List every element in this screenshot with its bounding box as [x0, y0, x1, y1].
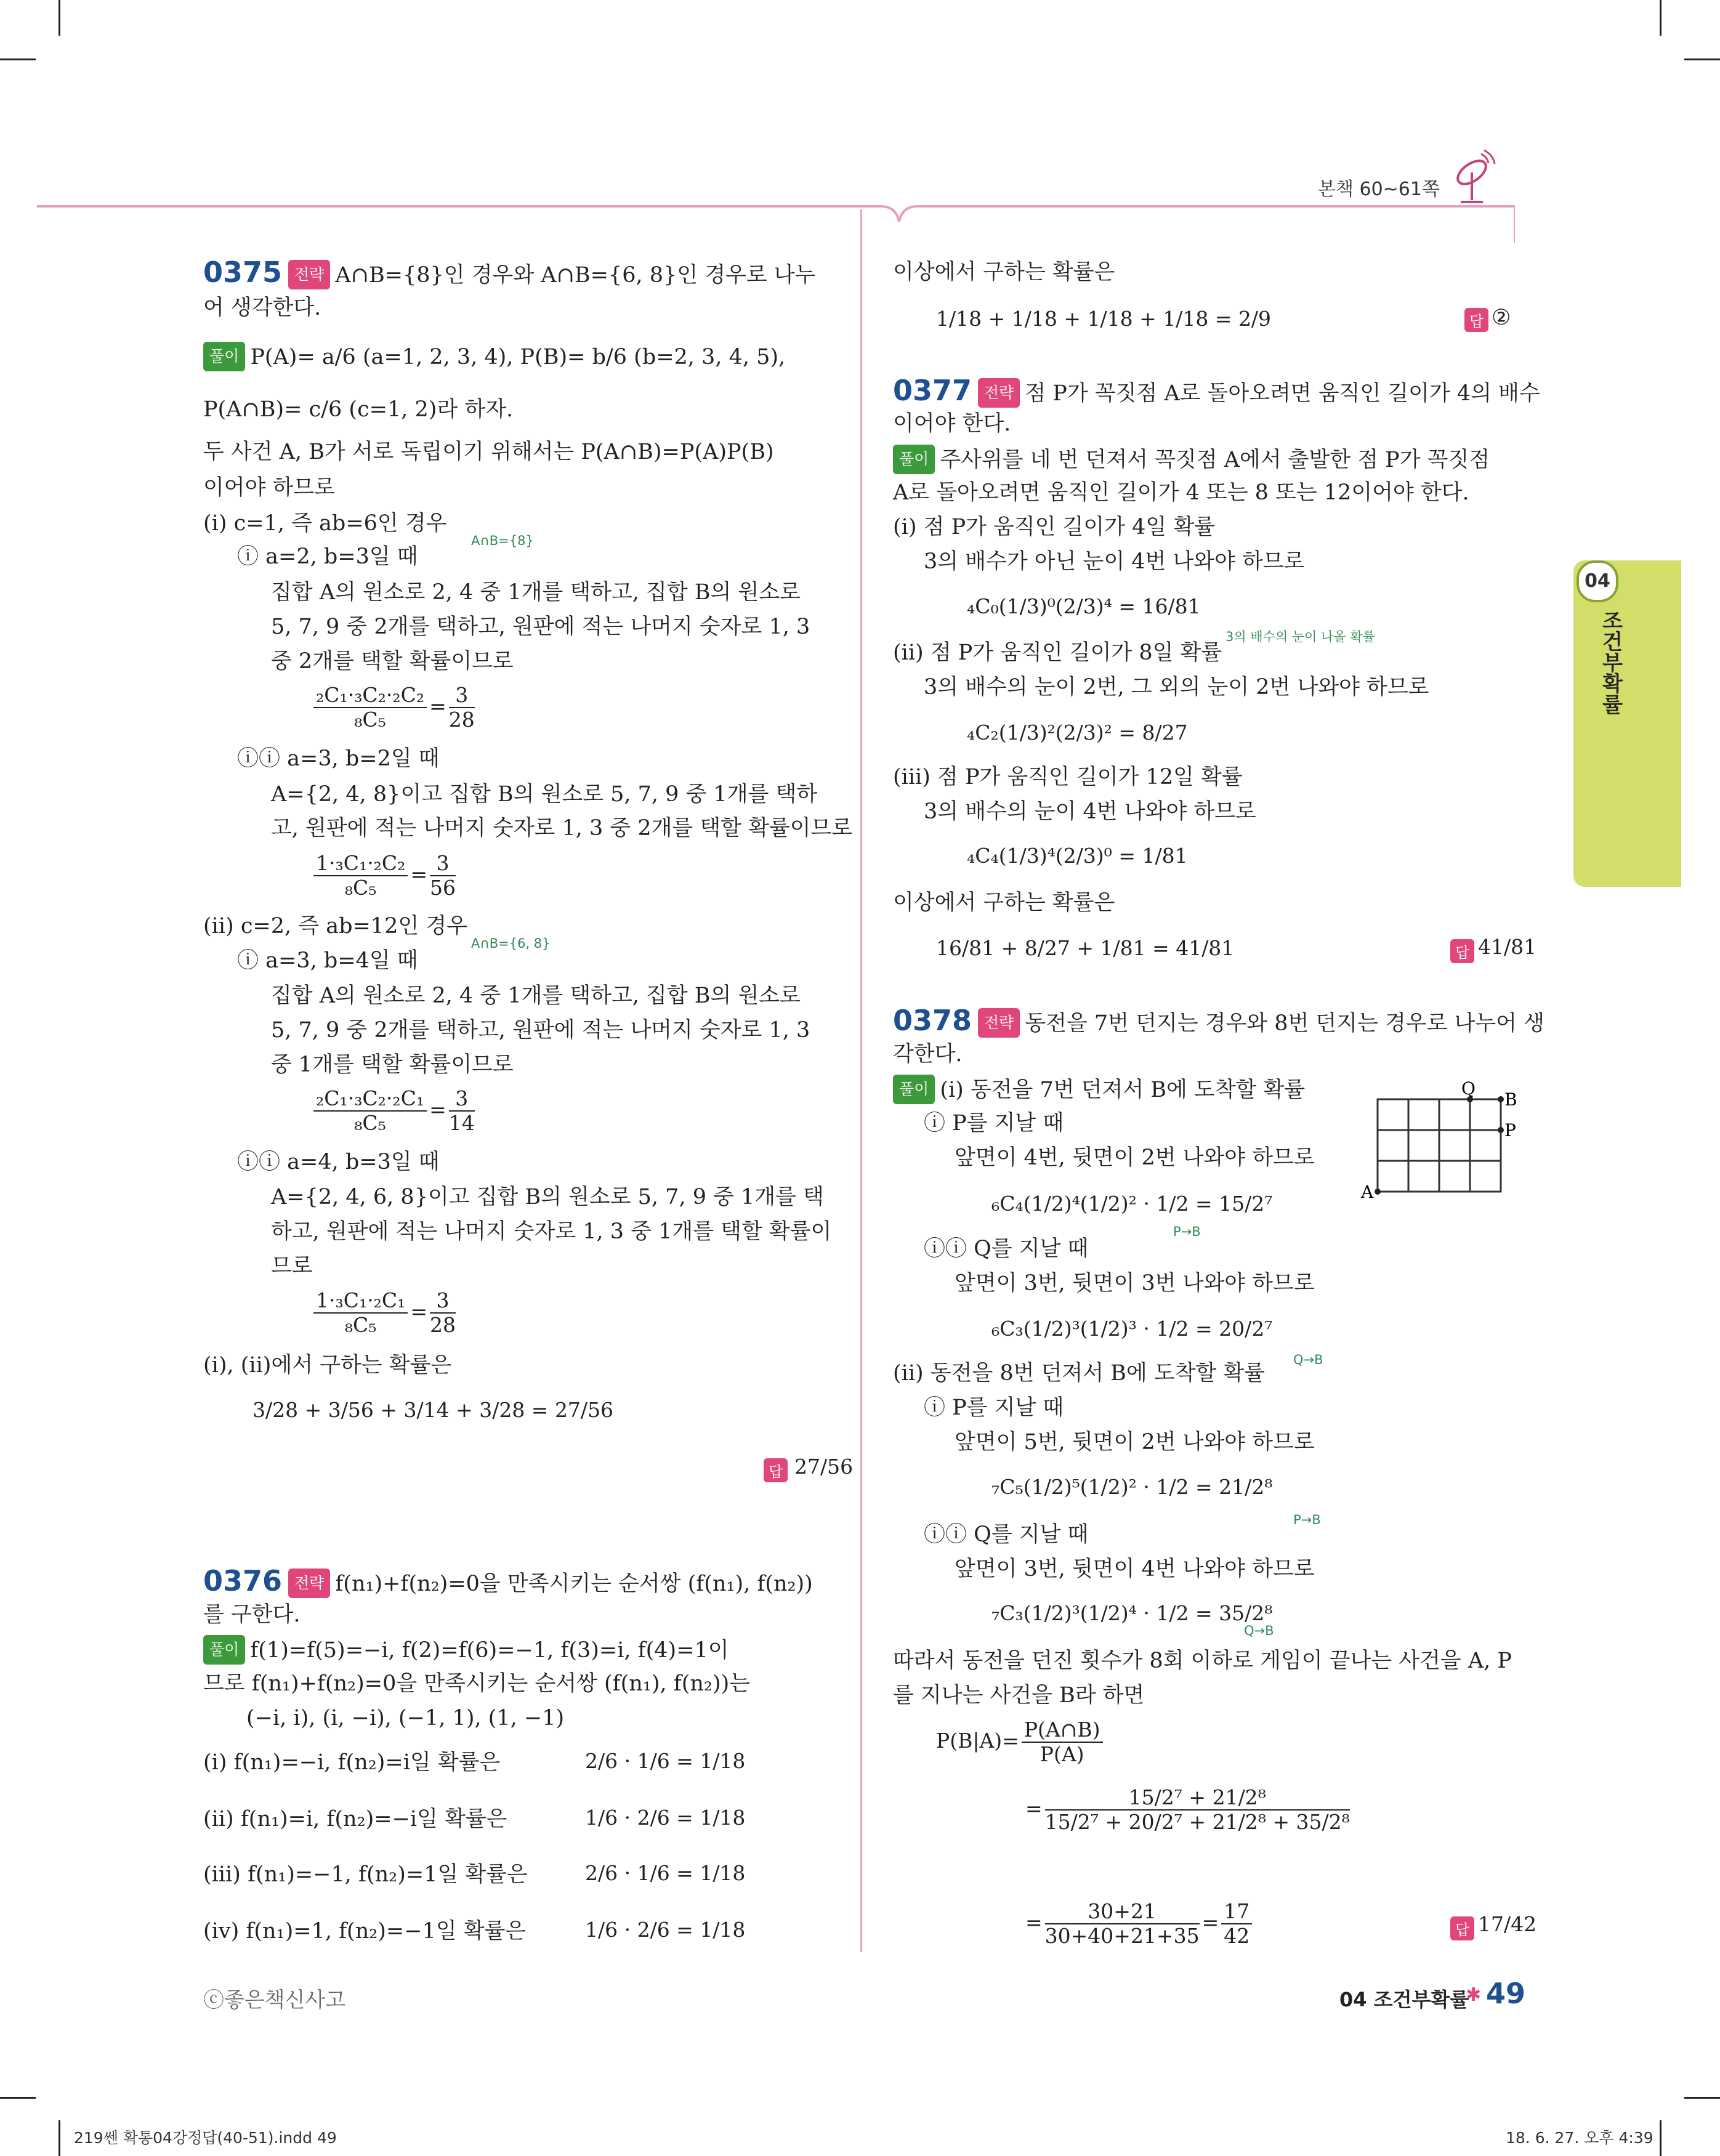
solution-line: (−i, i), (i, −i), (−1, 1), (1, −1) [246, 1706, 565, 1730]
annotation: A∩B={8} [471, 533, 534, 548]
case-value: 2/6 · 1/6 = 1/18 [585, 1749, 746, 1773]
case-heading [893, 1075, 1305, 1104]
numerator: 30+21 [1045, 1900, 1200, 1924]
grid-label-a: A [1361, 1182, 1374, 1202]
answer-tag: 답 [764, 1458, 788, 1482]
equation: ₄C₂(1/3)²(2/3)² = 8/27 [967, 721, 1188, 745]
answer-tag: 답 [1450, 1916, 1474, 1940]
sum-intro: 이상에서 구하는 확률은 [893, 890, 1115, 915]
crop-mark [59, 0, 60, 36]
solution-line [203, 342, 785, 371]
case-value: 2/6 · 1/6 = 1/18 [585, 1861, 746, 1885]
annotation: P→B [1293, 1512, 1321, 1527]
solution-line: 므로 f(n₁)+f(n₂)=0을 만족시키는 순서쌍 (f(n₁), f(n₂))는 [203, 1671, 751, 1696]
sum-intro: (ⅰ), (ⅱ)에서 구하는 확률은 [203, 1353, 452, 1378]
strategy-text-cont: 이어야 한다. [893, 411, 1011, 436]
solution-line: 므로 [271, 1254, 313, 1278]
denominator: P(A) [1040, 1742, 1084, 1766]
grid-label-q: Q [1461, 1081, 1476, 1099]
header-rule [37, 200, 1515, 249]
answer-value: ② [1492, 305, 1511, 330]
strategy-tag: 전략 [978, 378, 1020, 408]
subcase-heading: ⓘⓘ a=4, b=3일 때 [237, 1150, 440, 1174]
case-heading: (ⅱ) c=2, 즉 ab=12인 경우 [203, 914, 467, 939]
numerator: 3 [449, 1087, 475, 1112]
case-line: (ⅳ) f(n₁)=1, f(n₂)=−1일 확률은 [203, 1919, 527, 1944]
strategy-text: 동전을 7번 던지는 경우와 8번 던지는 경우로 나누어 생 [1025, 1011, 1544, 1036]
case-value: 1/6 · 2/6 = 1/18 [585, 1806, 746, 1830]
crop-mark [1684, 2097, 1720, 2099]
subcase-heading: ⓘ P를 지날 때 [924, 1395, 1064, 1420]
equation: $\frac{\text{1·₃C₁·₂C₂}}{\text{₈C₅}}$ = $\frac{3}{56}$ [311, 852, 458, 900]
solution-line: P(A∩B)= c/6 (c=1, 2)라 하자. [203, 397, 514, 422]
numerator: P(A∩B) [1022, 1718, 1103, 1743]
solution-line: A로 돌아오려면 움직인 길이가 4 또는 8 또는 12이어야 한다. [893, 480, 1469, 505]
case-line: (ⅱ) f(n₁)=i, f(n₂)=−i일 확률은 [203, 1807, 507, 1831]
strategy-text-cont: 각한다. [893, 1042, 963, 1067]
column-divider [860, 209, 862, 1952]
case-line: (ⅲ) f(n₁)=−1, f(n₂)=1일 확률은 [203, 1862, 528, 1887]
chapter-label: 04 조건부확률 [1339, 1988, 1469, 2011]
denominator: 14 [448, 1111, 475, 1135]
equation: ₆C₃(1/2)³(1/2)³ · 1/2 = 20/2⁷ [991, 1317, 1273, 1341]
side-tab-title: 조건부확률 [1598, 610, 1623, 714]
sum-equation: 3/28 + 3/56 + 3/14 + 3/28 = 27/56 [252, 1398, 614, 1422]
solution-line: 앞면이 4번, 뒷면이 2번 나와야 하므로 [955, 1145, 1315, 1170]
problem-number: 0377 [893, 374, 972, 407]
problem-0376-header [203, 1564, 813, 1598]
annotation: P→B [1173, 1224, 1201, 1239]
solution-line: 하고, 원판에 적는 나머지 숫자로 1, 3 중 1개를 택할 확률이 [271, 1219, 832, 1244]
solution-text: f(1)=f(5)=−i, f(2)=f(6)=−1, f(3)=i, f(4)=1이 [250, 1638, 729, 1663]
strategy-tag: 전략 [978, 1008, 1020, 1038]
strategy-text: A∩B={8}인 경우와 A∩B={6, 8}인 경우로 나누 [335, 263, 816, 288]
solution-line: 를 지나는 사건을 B라 하면 [893, 1683, 1145, 1708]
denominator: 15/2⁷ + 20/2⁷ + 21/2⁸ + 35/2⁸ [1044, 1810, 1350, 1834]
strategy-tag: 전략 [288, 1569, 330, 1598]
solution-line: 집합 A의 원소로 2, 4 중 1개를 택하고, 집합 B의 원소로 [271, 580, 801, 605]
subcase-heading: ⓘ a=3, b=4일 때 [237, 948, 418, 973]
subcase-heading: ⓘⓘ a=3, b=2일 때 [237, 746, 440, 771]
strategy-text-cont: 를 구한다. [203, 1602, 301, 1627]
strategy-tag: 전략 [288, 260, 330, 289]
sum-equation: 16/81 + 8/27 + 1/81 = 41/81 [936, 936, 1235, 960]
strategy-text-cont: 어 생각한다. [203, 296, 321, 320]
answer-value: 17/42 [1478, 1912, 1537, 1936]
side-tab [1573, 560, 1681, 887]
equation: ₇C₃(1/2)³(1/2)⁴ · 1/2 = 35/2⁸ [991, 1601, 1273, 1625]
solution-line [203, 1635, 729, 1665]
solution-line: 중 1개를 택할 확률이므로 [271, 1052, 514, 1077]
case-heading: (ⅱ) 점 P가 움직인 길이가 8일 확률 [893, 640, 1222, 665]
grid-label-b: B [1504, 1089, 1517, 1110]
case-value: 1/6 · 2/6 = 1/18 [585, 1918, 746, 1942]
crop-mark [1660, 0, 1661, 36]
grid-label-p: P [1504, 1120, 1516, 1141]
annotation: Q→B [1244, 1623, 1274, 1638]
solution-text: 주사위를 네 번 던져서 꼭짓점 A에서 출발한 점 P가 꼭짓점 [940, 448, 1490, 472]
side-tab-number: 04 [1577, 560, 1618, 602]
case-heading: (ⅰ) 점 P가 움직인 길이가 4일 확률 [893, 515, 1215, 539]
cond-lhs: P(B|A)= [936, 1729, 1019, 1753]
denominator: ₈C₅ [354, 708, 386, 732]
numerator: 3 [449, 684, 475, 708]
case-line: (ⅰ) f(n₁)=−i, f(n₂)=i일 확률은 [203, 1750, 501, 1775]
answer-tag: 답 [1450, 939, 1474, 963]
solution-line: 3의 배수의 눈이 2번, 그 외의 눈이 2번 나와야 하므로 [924, 675, 1429, 700]
case-heading: (ⅰ) c=1, 즉 ab=6인 경우 [203, 511, 447, 536]
solution-tag: 풀이 [203, 1635, 245, 1665]
annotation: A∩B={6, 8} [471, 936, 551, 951]
problem-0378-header [893, 1004, 1544, 1038]
strategy-text: f(n₁)+f(n₂)=0을 만족시키는 순서쌍 (f(n₁), f(n₂)) [335, 1572, 813, 1596]
subcase-heading: ⓘ P를 지날 때 [924, 1111, 1064, 1136]
big-fraction: = $\frac{\text{15/2⁷ + 21/2⁸}}{\text{15/2⁷ + 20/2⁷ + 21/2⁸ + 35/2⁸}}$ [1025, 1785, 1350, 1834]
solution-line: 이어야 하므로 [203, 475, 335, 500]
solution-line: 5, 7, 9 중 2개를 택하고, 원판에 적는 나머지 숫자로 1, 3 [271, 1018, 810, 1043]
denominator: 42 [1224, 1924, 1250, 1948]
numerator: ₂C₁·₃C₂·₂C₂ [313, 684, 427, 708]
solution-tag: 풀이 [203, 342, 245, 371]
solution-line: 두 사건 A, B가 서로 독립이기 위해서는 P(A∩B)=P(A)P(B) [203, 440, 774, 464]
solution-line: 따라서 동전을 던진 횟수가 8회 이하로 게임이 끝나는 사건을 A, P [893, 1649, 1512, 1673]
solution-line: A={2, 4, 6, 8}이고 집합 B의 원소로 5, 7, 9 중 1개를 택 [271, 1185, 824, 1209]
conditional-equation [936, 1718, 1105, 1766]
strategy-text: 점 P가 꼭짓점 A로 돌아오려면 움직인 길이가 4의 배수 [1025, 381, 1540, 406]
sum-equation: 1/18 + 1/18 + 1/18 + 1/18 = 2/9 [936, 307, 1272, 331]
crop-mark [0, 59, 36, 60]
solution-line: 중 2개를 택할 확률이므로 [271, 649, 514, 674]
crop-mark [0, 2097, 36, 2099]
subcase-heading: ⓘⓘ Q를 지날 때 [924, 1237, 1089, 1261]
equation: ₄C₀(1/3)⁰(2/3)⁴ = 16/81 [967, 594, 1201, 618]
numerator: 1·₃C₁·₂C₂ [313, 852, 408, 876]
final-fraction: = $\frac{30+21}{30+40+21+35}$ = $\frac{17}{42}$ [1025, 1900, 1254, 1948]
numerator: 1·₃C₁·₂C₁ [313, 1289, 408, 1314]
answer-value: 41/81 [1478, 935, 1537, 959]
denominator: ₈C₅ [344, 1313, 377, 1337]
annotation: Q→B [1293, 1352, 1323, 1367]
numerator: 17 [1221, 1900, 1252, 1924]
solution-tag: 풀이 [893, 445, 935, 474]
crop-mark [1660, 2120, 1661, 2156]
solution-line: 고, 원판에 적는 나머지 숫자로 1, 3 중 2개를 택할 확률이므로 [271, 816, 853, 841]
crop-mark [59, 2120, 60, 2156]
numerator: 3 [430, 1289, 456, 1314]
equation: ₄C₄(1/3)⁴(2/3)⁰ = 1/81 [967, 844, 1188, 868]
numerator: ₂C₁·₃C₂·₂C₁ [313, 1087, 427, 1112]
solution-line: 앞면이 3번, 뒷면이 3번 나와야 하므로 [955, 1271, 1315, 1296]
satellite-icon [1447, 148, 1496, 206]
case-heading: (ⅱ) 동전을 8번 던져서 B에 도착할 확률 [893, 1361, 1265, 1386]
problem-0377-header [893, 374, 1540, 408]
numerator: 3 [430, 852, 456, 876]
equation: $\frac{\text{₂C₁·₃C₂·₂C₁}}{\text{₈C₅}}$ = $\frac{3}{14}$ [311, 1087, 477, 1135]
answer-tag: 답 [1464, 308, 1488, 332]
solution-line: 3의 배수의 눈이 4번 나와야 하므로 [924, 799, 1256, 824]
solution-text: P(A)= a/6 (a=1, 2, 3, 4), P(B)= b/6 (b=2, 3, 4, 5), [250, 345, 786, 369]
grid-diagram [1358, 1081, 1530, 1204]
denominator: ₈C₅ [344, 876, 377, 900]
equation: ₆C₄(1/2)⁴(1/2)² · 1/2 = 15/2⁷ [991, 1192, 1273, 1216]
solution-tag: 풀이 [893, 1075, 935, 1104]
subcase-heading: ⓘ a=2, b=3일 때 [237, 544, 418, 569]
solution-line: 5, 7, 9 중 2개를 택하고, 원판에 적는 나머지 숫자로 1, 3 [271, 615, 810, 639]
file-info: 219쎈 확통04강정답(40-51).indd 49 [74, 2129, 337, 2147]
problem-number: 0376 [203, 1564, 283, 1597]
crop-mark [1684, 59, 1720, 60]
print-date: 18. 6. 27. 오후 4:39 [1506, 2129, 1653, 2147]
answer-value: 27/56 [794, 1455, 854, 1479]
publisher: ⓒ좋은책신사고 [203, 1988, 346, 2013]
equation: $\frac{\text{1·₃C₁·₂C₁}}{\text{₈C₅}}$ = $\frac{3}{28}$ [311, 1289, 458, 1337]
solution-line: 앞면이 3번, 뒷면이 4번 나와야 하므로 [955, 1557, 1315, 1581]
problem-0375-header [203, 256, 816, 289]
problem-number: 0378 [893, 1004, 972, 1037]
denominator: 28 [448, 708, 475, 732]
sum-intro: 이상에서 구하는 확률은 [893, 260, 1115, 285]
annotation: 3의 배수의 눈이 나올 확률 [1225, 629, 1375, 644]
book-ref: 본책 60~61쪽 [1318, 179, 1440, 200]
denominator: 28 [430, 1313, 456, 1337]
equation: ₇C₅(1/2)⁵(1/2)² · 1/2 = 21/2⁸ [991, 1475, 1273, 1499]
solution-line: A={2, 4, 8}이고 집합 B의 원소로 5, 7, 9 중 1개를 택하 [271, 782, 818, 807]
denominator: 56 [430, 876, 456, 900]
solution-line [893, 445, 1490, 474]
page-number: 49 [1486, 1977, 1526, 2010]
denominator: 30+40+21+35 [1044, 1924, 1200, 1948]
solution-line: 3의 배수가 아닌 눈이 4번 나와야 하므로 [924, 549, 1305, 574]
solution-line: 앞면이 5번, 뒷면이 2번 나와야 하므로 [955, 1430, 1315, 1455]
solution-text: (ⅰ) 동전을 7번 던져서 B에 도착할 확률 [940, 1078, 1306, 1102]
numerator: 15/2⁷ + 21/2⁸ [1045, 1786, 1350, 1811]
problem-number: 0375 [203, 256, 283, 289]
case-heading: (ⅲ) 점 P가 움직인 길이가 12일 확률 [893, 765, 1243, 789]
star-icon: ✱ [1466, 1984, 1482, 2006]
denominator: ₈C₅ [354, 1111, 386, 1135]
subcase-heading: ⓘⓘ Q를 지날 때 [924, 1522, 1089, 1547]
equation: $\frac{\text{₂C₁·₃C₂·₂C₂}}{\text{₈C₅}}$ = $\frac{3}{28}$ [311, 684, 477, 732]
solution-line: 집합 A의 원소로 2, 4 중 1개를 택하고, 집합 B의 원소로 [271, 983, 801, 1008]
